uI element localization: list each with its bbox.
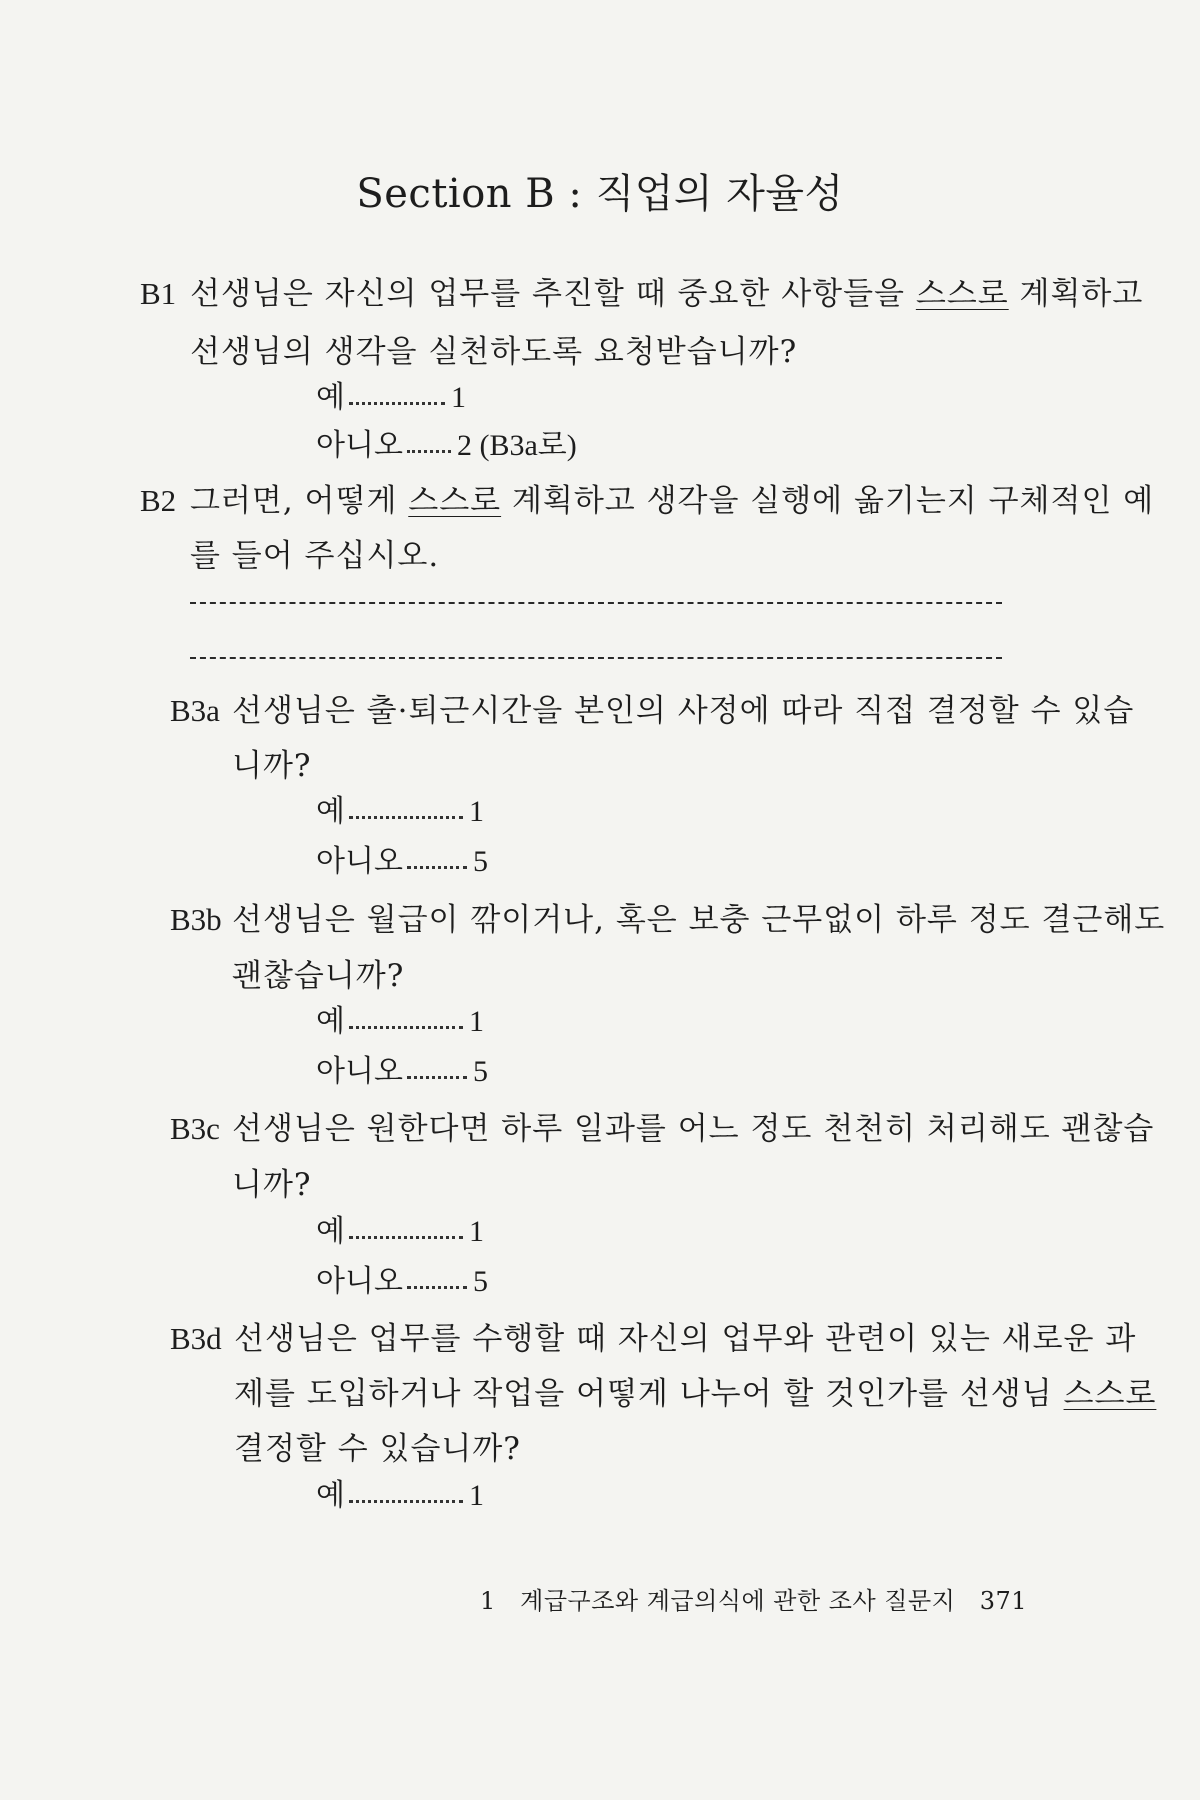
question-b1	[140, 272, 1143, 316]
answer-option-yes	[316, 1000, 484, 1044]
question-text: 계획하고	[1008, 276, 1144, 312]
leader-dots	[349, 382, 445, 405]
question-text: 선생님은 출·퇴근시간을 본인의 사정에 따라 직접 결정할 수 있습	[232, 693, 1135, 729]
answer-line	[190, 602, 1002, 604]
option-label: 예	[316, 1478, 345, 1513]
question-b3d-continuation	[234, 1372, 1156, 1416]
option-label: 예	[316, 380, 345, 415]
answer-option-yes	[316, 790, 484, 834]
option-code: 1	[468, 1215, 484, 1248]
emphasis-text: 스스로	[1063, 1376, 1157, 1412]
chapter-number: 1	[480, 1587, 496, 1615]
question-b3d-continuation: 결정할 수 있습니까?	[234, 1431, 521, 1467]
leader-dots	[349, 1006, 463, 1029]
leader-dots	[407, 1056, 467, 1079]
leader-dots	[349, 1480, 463, 1503]
question-b2	[140, 479, 1154, 523]
option-label: 예	[316, 1004, 345, 1039]
option-label: 아니오	[316, 844, 403, 879]
question-text: 계획하고 생각을 실행에 옮기는지 구체적인 예	[501, 483, 1155, 519]
question-text: 제를 도입하거나 작업을 어떻게 나누어 할 것인가를 선생님	[234, 1376, 1064, 1412]
page-footer	[480, 1584, 1027, 1618]
question-b3b	[170, 898, 1165, 942]
question-b3b-continuation: 괜찮습니까?	[232, 958, 405, 994]
emphasis-text: 스스로	[408, 483, 502, 519]
answer-option-no	[316, 840, 488, 884]
answer-line	[190, 657, 1002, 659]
leader-dots	[407, 430, 451, 453]
emphasis-text: 스스로	[915, 276, 1009, 312]
answer-option-no	[316, 424, 577, 468]
option-label: 예	[316, 1214, 345, 1249]
question-text: 선생님은 업무를 수행할 때 자신의 업무와 관련이 있는 새로운 과	[234, 1321, 1137, 1357]
option-label: 아니오	[316, 428, 403, 463]
question-label: B2	[140, 483, 177, 518]
question-b1-continuation: 선생님의 생각을 실천하도록 요청받습니까?	[190, 334, 798, 370]
question-label: B3d	[170, 1321, 222, 1356]
answer-option-yes	[316, 1474, 484, 1518]
question-text: 그러면, 어떻게	[190, 483, 409, 519]
question-b2-continuation: 를 들어 주십시오.	[190, 538, 440, 574]
option-code: 1	[468, 1005, 484, 1038]
option-code: 5	[472, 845, 488, 878]
question-b3c-continuation: 니까?	[232, 1167, 312, 1203]
option-label: 아니오	[316, 1054, 403, 1089]
question-label: B3c	[170, 1111, 220, 1146]
leader-dots	[349, 1216, 463, 1239]
leader-dots	[349, 796, 463, 819]
option-code: 1	[468, 1479, 484, 1512]
option-code: 5	[472, 1265, 488, 1298]
answer-option-yes	[316, 376, 466, 420]
question-text: 선생님은 월급이 깎이거나, 혹은 보충 근무없이 하루 정도 결근해도	[232, 902, 1166, 938]
option-code: 2 (B3a로)	[456, 429, 577, 462]
question-label: B1	[140, 276, 177, 311]
question-label: B3b	[170, 902, 222, 937]
option-code: 1	[450, 381, 466, 414]
page-number: 371	[979, 1587, 1028, 1615]
section-title: Section B : 직업의 자율성	[356, 171, 844, 217]
answer-option-no	[316, 1260, 488, 1304]
leader-dots	[407, 1266, 467, 1289]
answer-option-yes	[316, 1210, 484, 1254]
option-code: 1	[468, 795, 484, 828]
question-text: 선생님은 자신의 업무를 추진할 때 중요한 사항들을	[190, 276, 916, 312]
chapter-title: 계급구조와 계급의식에 관한 조사 질문지	[520, 1587, 956, 1615]
answer-option-no	[316, 1050, 488, 1094]
option-label: 예	[316, 794, 345, 829]
option-code: 5	[472, 1055, 488, 1088]
question-b3a-continuation: 니까?	[232, 748, 312, 784]
leader-dots	[407, 846, 467, 869]
question-b3c	[170, 1107, 1154, 1151]
option-label: 아니오	[316, 1264, 403, 1299]
question-text: 선생님은 원한다면 하루 일과를 어느 정도 천천히 처리해도 괜찮습	[232, 1111, 1155, 1147]
question-label: B3a	[170, 693, 220, 728]
question-b3d	[170, 1317, 1136, 1361]
question-b3a	[170, 689, 1134, 733]
